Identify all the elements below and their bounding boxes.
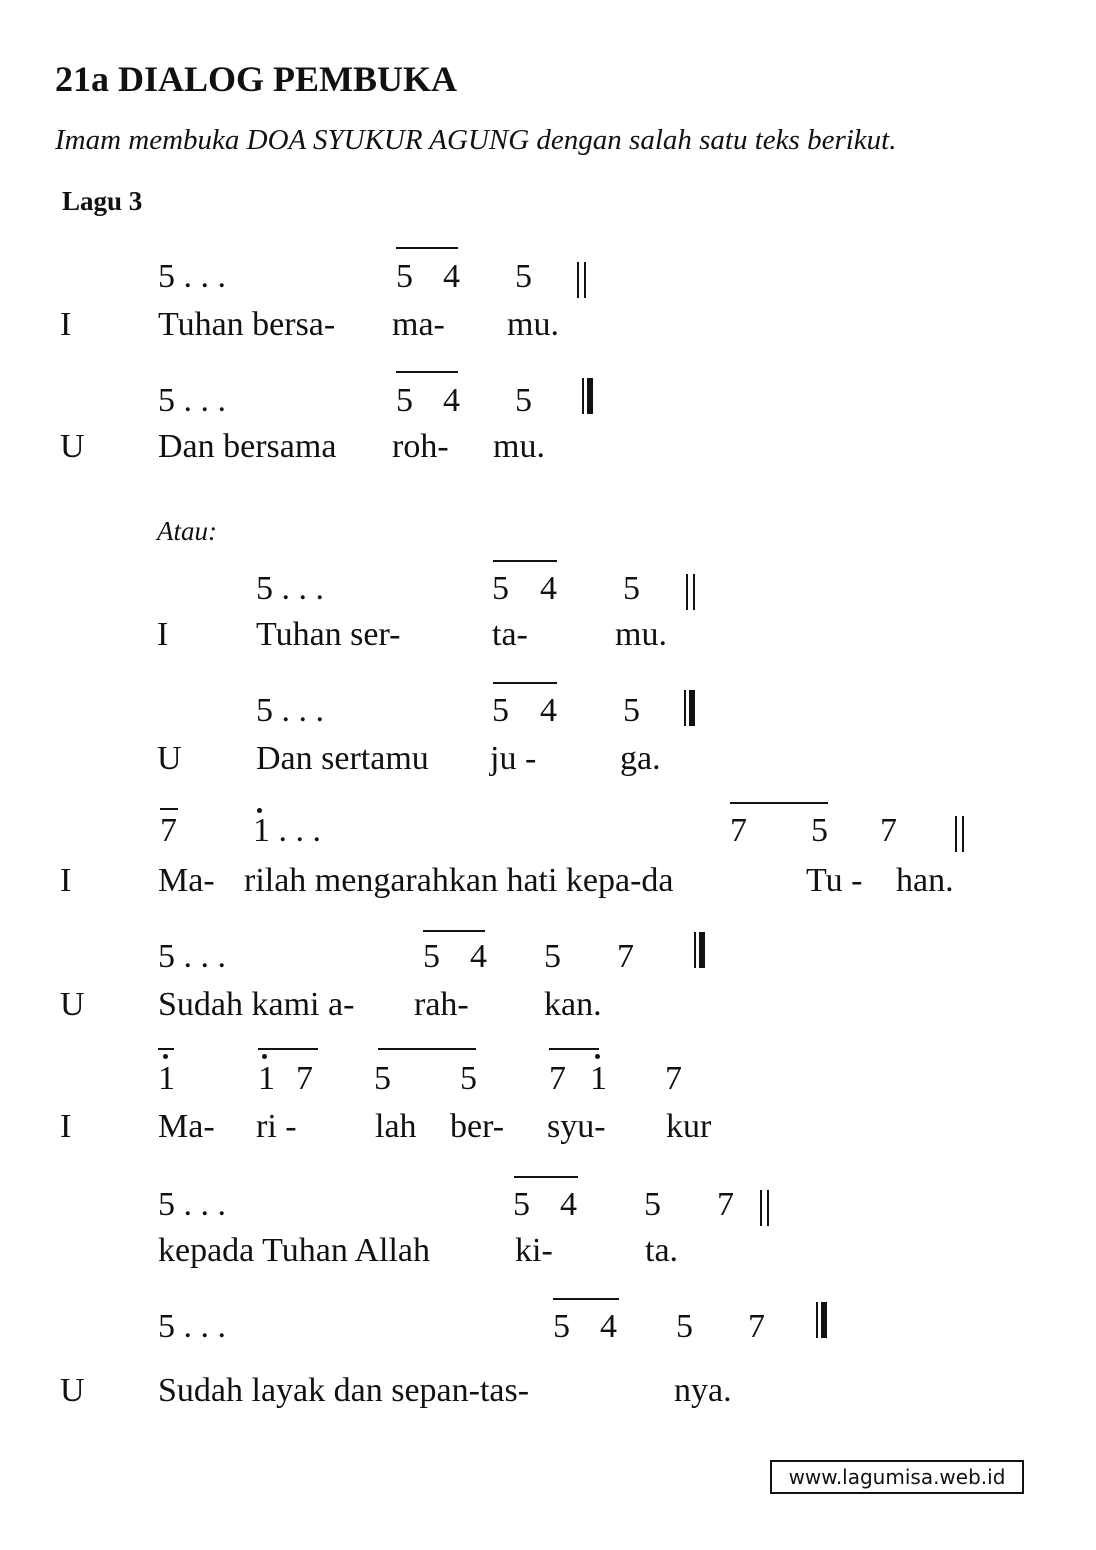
slur-line: [730, 802, 828, 804]
lyric: mu.: [615, 616, 667, 653]
lyric: ma-: [392, 306, 445, 343]
note: 5: [553, 1308, 570, 1345]
slur-line: [160, 808, 178, 810]
slur-line: [493, 682, 557, 684]
lyric: Sudah kami a-: [158, 986, 355, 1023]
high-octave-dot: [163, 1054, 168, 1059]
lyric: han.: [896, 862, 954, 899]
role-label: I: [60, 1108, 72, 1145]
note: 5: [396, 382, 413, 419]
lyric: nya.: [674, 1372, 732, 1409]
note: 7: [665, 1060, 682, 1097]
final-barline: [816, 1302, 830, 1338]
note: 5: [811, 812, 828, 849]
note: 5: [423, 938, 440, 975]
note: 5: [644, 1186, 661, 1223]
slur-line: [493, 560, 557, 562]
final-barline: [582, 378, 596, 414]
slur-line: [423, 930, 485, 932]
slur-line: [553, 1298, 619, 1300]
lyric: Tuhan ser-: [256, 616, 401, 653]
role-label: I: [60, 862, 72, 899]
note: 4: [560, 1186, 577, 1223]
double-barline: [760, 1190, 769, 1226]
note: 1: [158, 1060, 175, 1097]
note: 5: [676, 1308, 693, 1345]
double-barline: [686, 574, 695, 610]
role-label: U: [157, 740, 182, 777]
slur-line: [158, 1048, 174, 1050]
lyric: rilah mengarahkan hati kepa-da: [244, 862, 674, 899]
lyric: ber-: [450, 1108, 505, 1145]
lyric: rah-: [414, 986, 469, 1023]
lyric: kepada Tuhan Allah: [158, 1232, 430, 1269]
lyric: Ma-: [158, 1108, 215, 1145]
lyric: ta.: [645, 1232, 679, 1269]
lyric: ju -: [490, 740, 537, 777]
slur-line: [514, 1176, 578, 1178]
note-start: 5 . . .: [158, 382, 226, 419]
lyric: roh-: [392, 428, 449, 465]
note: 5: [396, 258, 413, 295]
slur-line: [396, 371, 458, 373]
slur-line: [378, 1048, 476, 1050]
role-label: U: [60, 428, 85, 465]
lyric: kan.: [544, 986, 602, 1023]
note: 1: [258, 1060, 275, 1097]
lyric: Dan sertamu: [256, 740, 429, 777]
double-barline: [577, 262, 586, 298]
note: 4: [540, 692, 557, 729]
note: 4: [470, 938, 487, 975]
role-label: U: [60, 1372, 85, 1409]
alternative-label: Atau:: [157, 516, 217, 546]
lyric: ta-: [492, 616, 528, 653]
lyric: syu-: [547, 1108, 606, 1145]
note-start: 5 . . .: [158, 1308, 226, 1345]
note: 4: [443, 258, 460, 295]
role-label: I: [60, 306, 72, 343]
source-url-text: www.lagumisa.web.id: [788, 1465, 1006, 1489]
note: 5: [623, 570, 640, 607]
note: 5: [515, 258, 532, 295]
note: 5: [515, 382, 532, 419]
note: 5: [544, 938, 561, 975]
note: 7: [296, 1060, 313, 1097]
lyric: Ma-: [158, 862, 215, 899]
note: 5: [460, 1060, 477, 1097]
page-title: 21a DIALOG PEMBUKA: [55, 59, 458, 99]
note: 7: [880, 812, 897, 849]
high-octave-dot: [262, 1054, 267, 1059]
note-start: 5 . . .: [158, 1186, 226, 1223]
lyric: ri -: [256, 1108, 297, 1145]
lyric: ga.: [620, 740, 661, 777]
lyric: mu.: [507, 306, 559, 343]
note: 5: [623, 692, 640, 729]
final-barline: [694, 932, 708, 968]
note: 4: [600, 1308, 617, 1345]
note: 7: [730, 812, 747, 849]
note: 7: [160, 812, 177, 849]
note: 5: [513, 1186, 530, 1223]
note: 1: [590, 1060, 607, 1097]
slur-line: [549, 1048, 599, 1050]
note: 5: [492, 570, 509, 607]
note-start: 5 . . .: [256, 692, 324, 729]
note: 7: [549, 1060, 566, 1097]
note: 1 . . .: [253, 812, 321, 849]
intro-text: Imam membuka DOA SYUKUR AGUNG dengan salah satu teks berikut.: [55, 124, 897, 156]
note: 4: [443, 382, 460, 419]
lyric: Sudah layak dan sepan-tas-: [158, 1372, 530, 1409]
role-label: I: [157, 616, 169, 653]
note: 7: [617, 938, 634, 975]
note: 4: [540, 570, 557, 607]
lyric: ki-: [515, 1232, 553, 1269]
high-octave-dot: [595, 1054, 600, 1059]
source-url: [770, 1460, 1024, 1494]
lyric: kur: [666, 1108, 712, 1145]
slur-line: [258, 1048, 318, 1050]
lyric: Tu -: [806, 862, 863, 899]
note: 7: [748, 1308, 765, 1345]
note-start: 5 . . .: [158, 938, 226, 975]
lyric: lah: [375, 1108, 417, 1145]
lyric: Tuhan bersa-: [158, 306, 336, 343]
final-barline: [684, 690, 698, 726]
note: 7: [717, 1186, 734, 1223]
note: 5: [492, 692, 509, 729]
slur-line: [396, 247, 458, 249]
note: 5: [374, 1060, 391, 1097]
note-start: 5 . . .: [256, 570, 324, 607]
double-barline: [955, 816, 964, 852]
lyric: mu.: [493, 428, 545, 465]
role-label: U: [60, 986, 85, 1023]
note-start: 5 . . .: [158, 258, 226, 295]
song-label: Lagu 3: [62, 186, 143, 216]
lyric: Dan bersama: [158, 428, 337, 465]
